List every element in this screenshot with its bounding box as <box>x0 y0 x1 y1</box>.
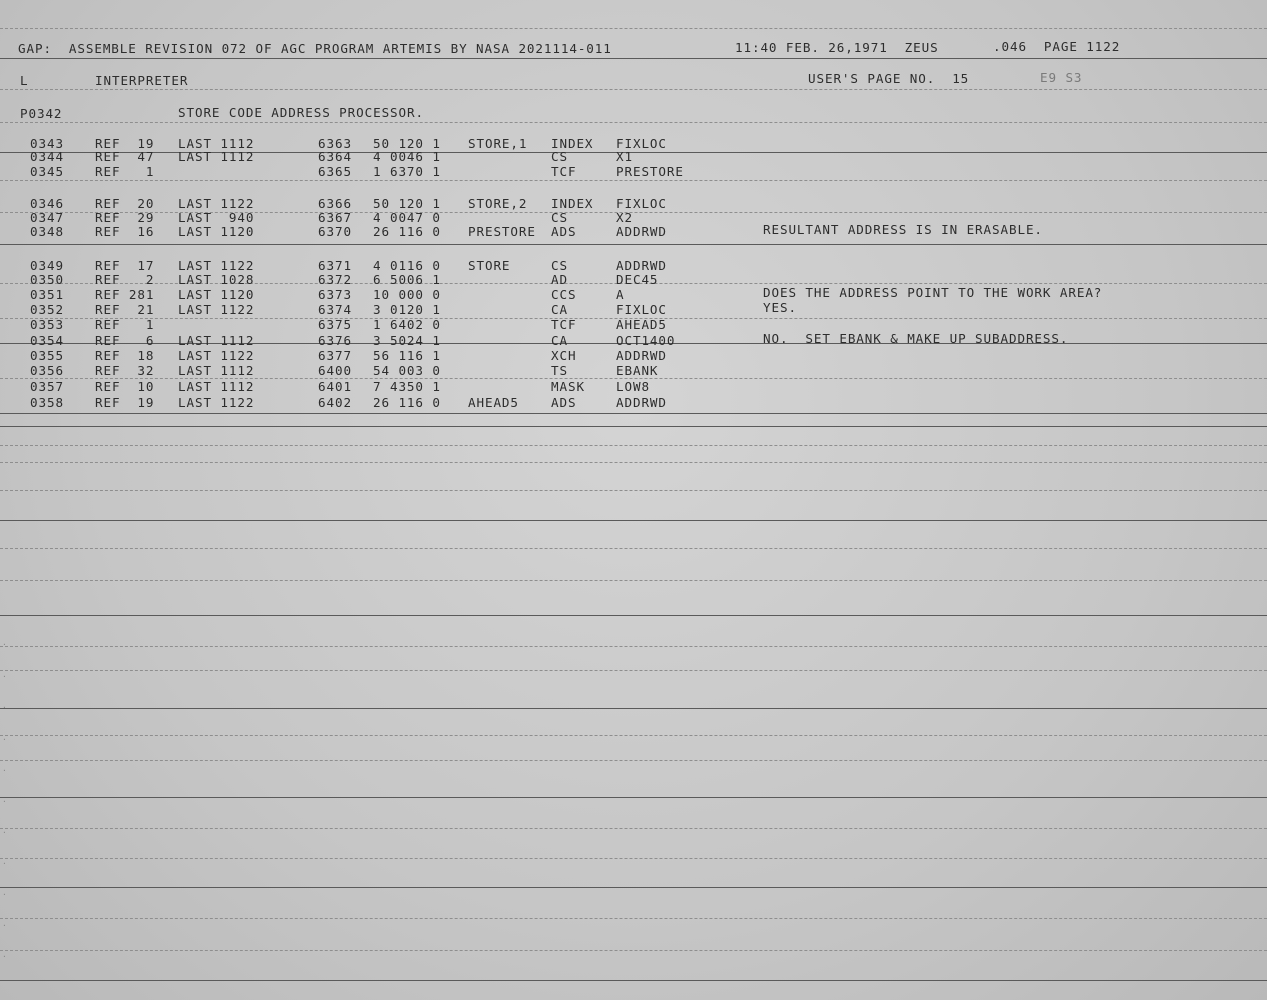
rule-line-dashed <box>0 462 1267 463</box>
margin-mark: · <box>2 703 7 712</box>
margin-mark: · <box>2 859 7 868</box>
row-operand: X1 <box>616 149 633 164</box>
row-operand: FIXLOC <box>616 136 667 151</box>
row-num: 0346 <box>30 196 64 211</box>
rule-line-dashed <box>0 548 1267 549</box>
rule-line-dashed <box>0 122 1267 123</box>
row-addr: 6366 <box>318 196 352 211</box>
row-num: 0351 <box>30 287 64 302</box>
row-last: LAST 1122 <box>178 196 255 211</box>
row-word: 1 6402 0 <box>373 317 441 332</box>
row-ref: REF 19 <box>95 395 155 410</box>
row-addr: 6377 <box>318 348 352 363</box>
margin-mark: · <box>2 672 7 681</box>
rule-line-dashed <box>0 670 1267 671</box>
row-word: 4 0046 1 <box>373 149 441 164</box>
row-addr: 6402 <box>318 395 352 410</box>
listing-flag: L <box>20 73 29 88</box>
margin-mark: · <box>2 735 7 744</box>
row-num: 0344 <box>30 149 64 164</box>
row-ref: REF 29 <box>95 210 155 225</box>
row-ref: REF 1 <box>95 317 155 332</box>
row-last: LAST 940 <box>178 210 255 225</box>
row-addr: 6365 <box>318 164 352 179</box>
row-addr: 6364 <box>318 149 352 164</box>
row-comment: NO. SET EBANK & MAKE UP SUBADDRESS. <box>763 331 1069 346</box>
row-last: LAST 1122 <box>178 395 255 410</box>
rule-line-dashed <box>0 180 1267 181</box>
row-word: 54 003 0 <box>373 363 441 378</box>
user-page-number: USER'S PAGE NO. 15 <box>808 71 970 86</box>
row-addr: 6376 <box>318 333 352 348</box>
row-last: LAST 1122 <box>178 258 255 273</box>
row-word: 10 000 0 <box>373 287 441 302</box>
row-comment: DOES THE ADDRESS POINT TO THE WORK AREA? <box>763 285 1103 300</box>
row-word: 4 0116 0 <box>373 258 441 273</box>
row-word: 26 116 0 <box>373 395 441 410</box>
row-op: XCH <box>551 348 577 363</box>
row-ref: REF 17 <box>95 258 155 273</box>
row-label: PRESTORE <box>468 224 536 239</box>
row-label: STORE,1 <box>468 136 528 151</box>
rule-line <box>0 244 1267 245</box>
row-last: LAST 1112 <box>178 149 255 164</box>
row-op: CA <box>551 333 568 348</box>
row-op: TS <box>551 363 568 378</box>
row-last: LAST 1122 <box>178 302 255 317</box>
row-op: TCF <box>551 317 577 332</box>
row-ref: REF 32 <box>95 363 155 378</box>
row-num: 0357 <box>30 379 64 394</box>
row-op: INDEX <box>551 136 594 151</box>
section-title: STORE CODE ADDRESS PROCESSOR. <box>178 105 424 120</box>
row-operand: EBANK <box>616 363 659 378</box>
row-word: 3 5024 1 <box>373 333 441 348</box>
rule-line <box>0 58 1267 59</box>
rule-line-dashed <box>0 28 1267 29</box>
row-op: AD <box>551 272 568 287</box>
row-operand: DEC45 <box>616 272 659 287</box>
row-word: 4 0047 0 <box>373 210 441 225</box>
row-operand: ADDRWD <box>616 224 667 239</box>
margin-mark: · <box>2 828 7 837</box>
row-operand: ADDRWD <box>616 395 667 410</box>
row-op: TCF <box>551 164 577 179</box>
row-comment: RESULTANT ADDRESS IS IN ERASABLE. <box>763 222 1043 237</box>
row-addr: 6400 <box>318 363 352 378</box>
assembly-timestamp: 11:40 FEB. 26,1971 ZEUS <box>735 40 939 55</box>
rule-line <box>0 797 1267 798</box>
rule-line-dashed <box>0 950 1267 951</box>
row-last: LAST 1028 <box>178 272 255 287</box>
row-ref: REF 20 <box>95 196 155 211</box>
margin-mark: · <box>2 921 7 930</box>
rule-line <box>0 708 1267 709</box>
rule-line <box>0 980 1267 981</box>
rule-line <box>0 615 1267 616</box>
row-last: LAST 1112 <box>178 136 255 151</box>
row-operand: FIXLOC <box>616 302 667 317</box>
row-operand: AHEAD5 <box>616 317 667 332</box>
row-op: ADS <box>551 224 577 239</box>
row-operand: X2 <box>616 210 633 225</box>
assembly-title: GAP: ASSEMBLE REVISION 072 OF AGC PROGRAM ARTEMIS BY NASA 2021114-011 <box>18 41 612 56</box>
rule-line-dashed <box>0 490 1267 491</box>
rule-line-dashed <box>0 646 1267 647</box>
row-addr: 6401 <box>318 379 352 394</box>
row-ref: REF 16 <box>95 224 155 239</box>
row-num: 0347 <box>30 210 64 225</box>
row-addr: 6370 <box>318 224 352 239</box>
row-num: 0345 <box>30 164 64 179</box>
row-ref: REF 2 <box>95 272 155 287</box>
rule-line <box>0 413 1267 414</box>
row-num: 0349 <box>30 258 64 273</box>
row-word: 50 120 1 <box>373 196 441 211</box>
row-addr: 6374 <box>318 302 352 317</box>
row-num: 0356 <box>30 363 64 378</box>
row-op: CS <box>551 149 568 164</box>
margin-mark: · <box>2 766 7 775</box>
row-ref: REF 6 <box>95 333 155 348</box>
row-last: LAST 1112 <box>178 363 255 378</box>
row-ref: REF 10 <box>95 379 155 394</box>
bank-code: E9 S3 <box>1040 70 1083 85</box>
row-ref: REF 21 <box>95 302 155 317</box>
row-operand: ADDRWD <box>616 258 667 273</box>
section-id: P0342 <box>20 106 63 121</box>
row-label: STORE <box>468 258 511 273</box>
row-last: LAST 1112 <box>178 379 255 394</box>
rule-line <box>0 426 1267 427</box>
row-op: CA <box>551 302 568 317</box>
row-op: ADS <box>551 395 577 410</box>
row-num: 0348 <box>30 224 64 239</box>
row-label: AHEAD5 <box>468 395 519 410</box>
row-num: 0355 <box>30 348 64 363</box>
rule-line-dashed <box>0 760 1267 761</box>
row-operand: FIXLOC <box>616 196 667 211</box>
row-word: 3 0120 1 <box>373 302 441 317</box>
row-op: CCS <box>551 287 577 302</box>
row-op: INDEX <box>551 196 594 211</box>
margin-mark: · <box>2 640 7 649</box>
row-comment: YES. <box>763 300 797 315</box>
row-word: 56 116 1 <box>373 348 441 363</box>
row-operand: ADDRWD <box>616 348 667 363</box>
rule-line-dashed <box>0 858 1267 859</box>
row-op: CS <box>551 210 568 225</box>
page-number: .046 PAGE 1122 <box>993 39 1121 54</box>
row-word: 26 116 0 <box>373 224 441 239</box>
rule-line-dashed <box>0 89 1267 90</box>
row-operand: OCT1400 <box>616 333 676 348</box>
row-addr: 6371 <box>318 258 352 273</box>
row-num: 0350 <box>30 272 64 287</box>
row-op: CS <box>551 258 568 273</box>
row-last: LAST 1112 <box>178 333 255 348</box>
row-num: 0343 <box>30 136 64 151</box>
row-addr: 6375 <box>318 317 352 332</box>
rule-line <box>0 520 1267 521</box>
row-last: LAST 1122 <box>178 348 255 363</box>
rule-line <box>0 887 1267 888</box>
rule-line-dashed <box>0 918 1267 919</box>
row-ref: REF 47 <box>95 149 155 164</box>
margin-mark: · <box>2 952 7 961</box>
rule-line-dashed <box>0 735 1267 736</box>
row-num: 0353 <box>30 317 64 332</box>
row-word: 1 6370 1 <box>373 164 441 179</box>
row-op: MASK <box>551 379 585 394</box>
rule-line-dashed <box>0 828 1267 829</box>
row-operand: LOW8 <box>616 379 650 394</box>
row-operand: PRESTORE <box>616 164 684 179</box>
row-addr: 6367 <box>318 210 352 225</box>
margin-mark: · <box>2 797 7 806</box>
rule-line-dashed <box>0 445 1267 446</box>
row-operand: A <box>616 287 625 302</box>
row-word: 50 120 1 <box>373 136 441 151</box>
row-last: LAST 1120 <box>178 287 255 302</box>
margin-mark: · <box>2 890 7 899</box>
row-ref: REF 281 <box>95 287 155 302</box>
row-addr: 6363 <box>318 136 352 151</box>
row-last: LAST 1120 <box>178 224 255 239</box>
row-addr: 6373 <box>318 287 352 302</box>
row-ref: REF 1 <box>95 164 155 179</box>
row-ref: REF 18 <box>95 348 155 363</box>
row-num: 0352 <box>30 302 64 317</box>
row-addr: 6372 <box>318 272 352 287</box>
module-title: INTERPRETER <box>95 73 189 88</box>
row-word: 7 4350 1 <box>373 379 441 394</box>
row-label: STORE,2 <box>468 196 528 211</box>
row-ref: REF 19 <box>95 136 155 151</box>
row-num: 0358 <box>30 395 64 410</box>
row-word: 6 5006 1 <box>373 272 441 287</box>
rule-line-dashed <box>0 580 1267 581</box>
row-num: 0354 <box>30 333 64 348</box>
